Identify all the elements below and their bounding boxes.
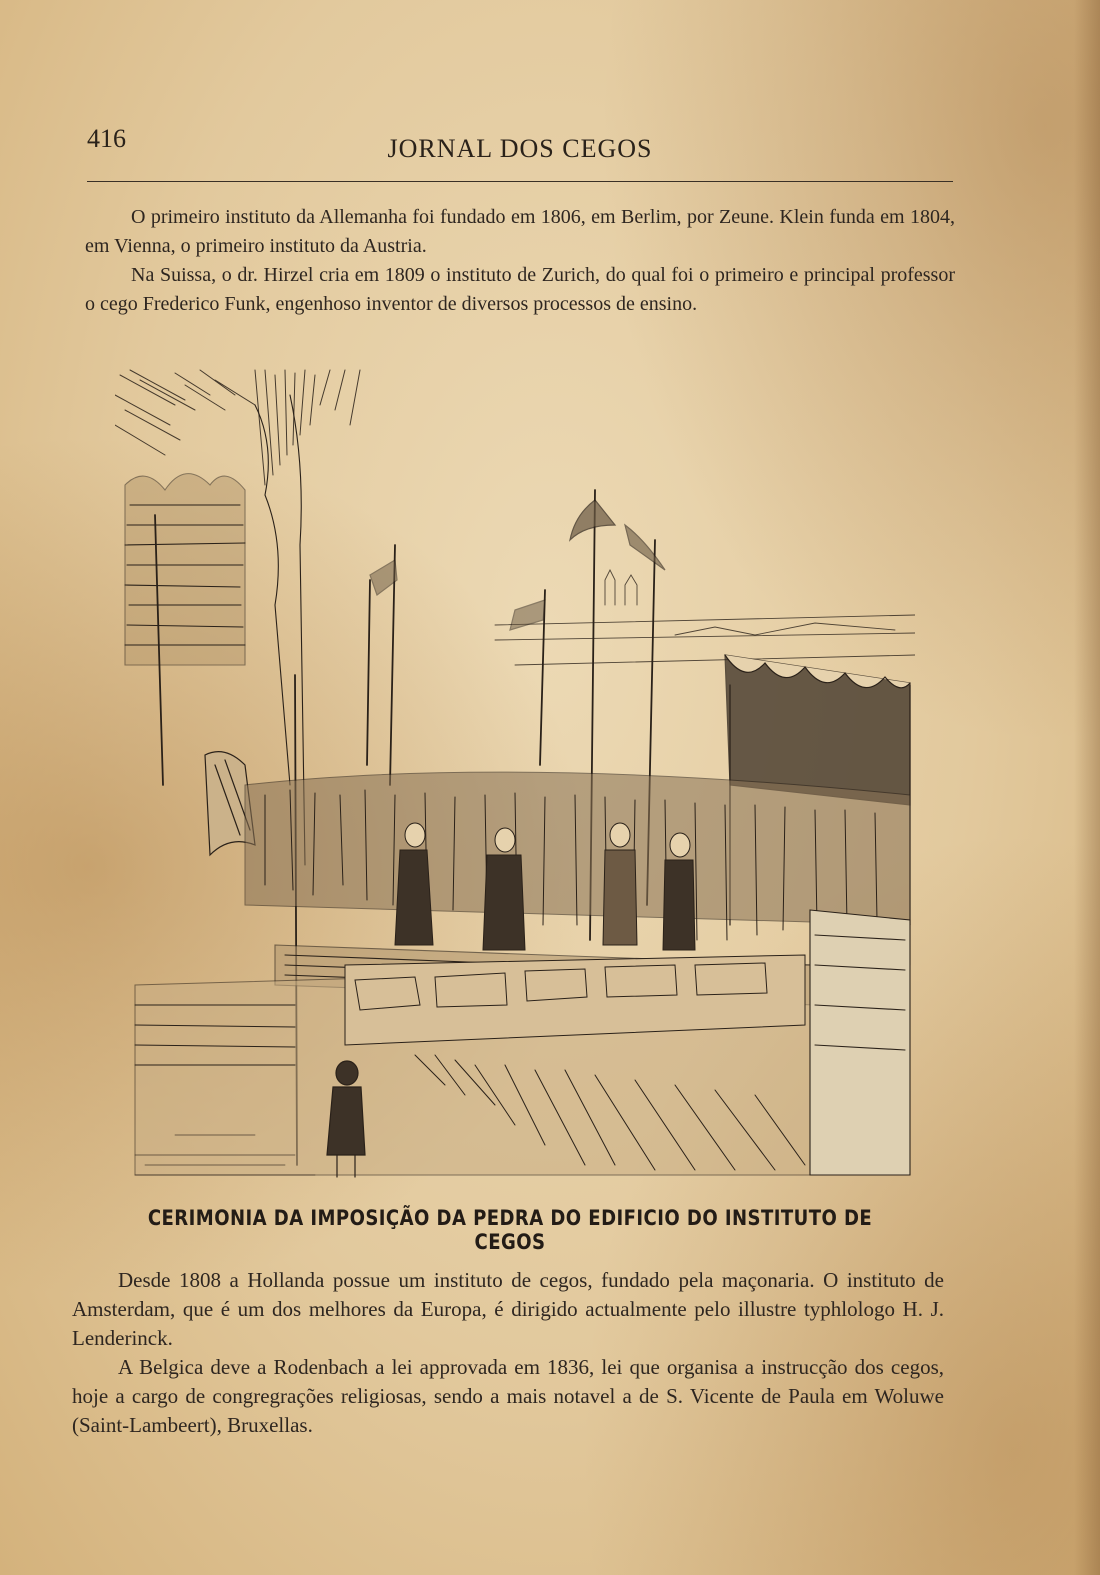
paragraph-switzerland: Na Suissa, o dr. Hirzel cria em 1809 o instituto de Zurich, do qual foi o primeiro e principal professor o cego Frederico Funk, engenhoso inventor de diversos processos de ensino.: [85, 264, 955, 315]
ceremony-engraving: [115, 365, 915, 1180]
page-header: [87, 124, 953, 180]
top-text-block: [85, 203, 955, 319]
right-wall: [810, 910, 910, 1175]
header-rule: [87, 181, 953, 182]
paragraph-belgium: A Belgica deve a Rodenbach a lei approvada em 1836, lei que organisa a instrucção dos cegos, hoje a cargo de congregrações religiosas, sendo a mais notavel a de S. Vicente de Paula em Woluwe (Saint-Lambeert), Bruxellas.: [72, 1355, 944, 1437]
illustration-caption: CERIMONIA DA IMPOSIÇÃO DA PEDRA DO EDIFICIO DO INSTITUTO DE CEGOS: [147, 1206, 873, 1254]
running-title: JORNAL DOS CEGOS: [387, 134, 653, 163]
page-edge-shadow: [1074, 0, 1100, 1575]
page-number: 416: [87, 124, 126, 153]
bottom-text-block: [72, 1266, 944, 1440]
city-background: [495, 570, 915, 665]
stone-foundation: [135, 955, 810, 1175]
foliage-top-left: [115, 370, 360, 485]
paragraph-holland: Desde 1808 a Hollanda possue um instituto de cegos, fundado pela maçonaria. O instituto de Amsterdam, que é um dos melhores da Europa, é dirigido actualmente pelo illustre typhlologo H. J. Lenderinck.: [72, 1268, 944, 1350]
paragraph-germany-austria: O primeiro instituto da Allemanha foi fundado em 1806, em Berlim, por Zeune. Klein funda em 1804, em Vienna, o primeiro instituto da Austria.: [85, 206, 955, 257]
